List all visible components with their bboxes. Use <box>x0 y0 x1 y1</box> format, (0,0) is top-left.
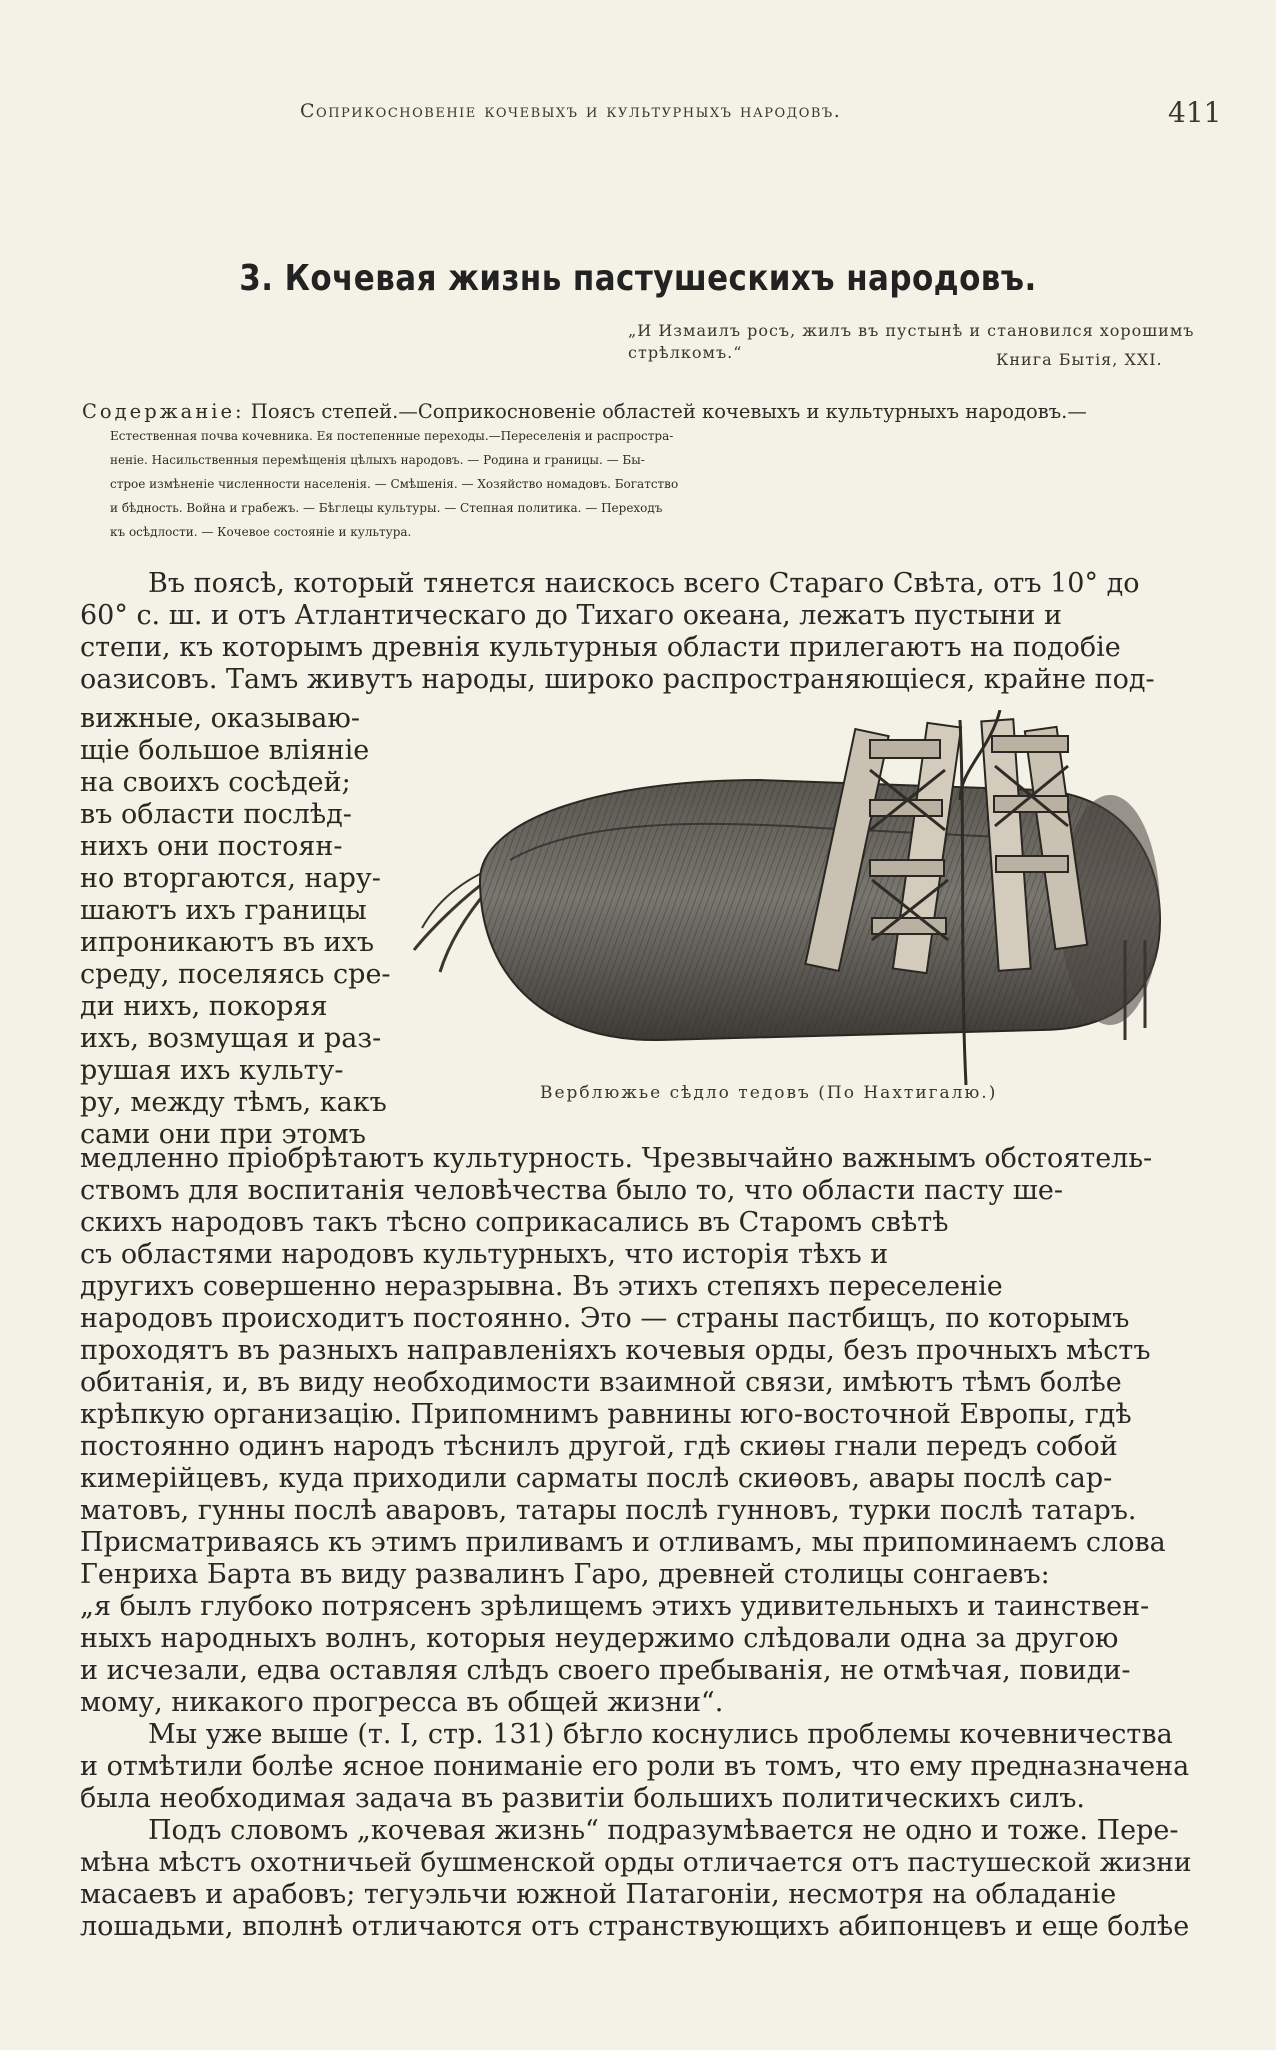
body-line: мому, никакого прогресса въ общей жизни“. <box>80 1687 724 1718</box>
body-line: медленно пріобрѣтаютъ культурность. Чрезвычайно важнымъ обстоятель- <box>80 1143 1153 1174</box>
body-line: ныхъ народныхъ волнъ, которыя неудержимо слѣдовали одна за другою <box>80 1623 1119 1654</box>
body-line: Въ поясѣ, который тянется наискось всего Стараго Свѣта, отъ 10° до <box>148 568 1140 599</box>
summary-line: и бѣдность. Война и грабежъ. — Бѣглецы культуры. — Степная политика. — Переходъ <box>110 501 663 515</box>
summary-label: Содержаніе: <box>82 400 245 423</box>
body-line: „я былъ глубоко потрясенъ зрѣлищемъ этихъ удивительныхъ и таинствен- <box>80 1591 1150 1622</box>
section-title: 3. Кочевая жизнь пастушескихъ народовъ. <box>239 258 1037 299</box>
body-line: съ областями народовъ культурныхъ, что исторія тѣхъ и <box>80 1239 889 1270</box>
summary-line: неніе. Насильственныя перемѣщенія цѣлыхъ народовъ. — Родина и границы. — Бы- <box>110 453 645 467</box>
body-line: ипроникаютъ въ ихъ <box>80 927 375 958</box>
body-line: крѣпкую организацію. Припомнимъ равнины юго-восточной Европы, гдѣ <box>80 1399 1132 1430</box>
summary-line: къ осѣдлости. — Кочевое состояніе и культура. <box>110 525 412 539</box>
body-line: обитанія, и, въ виду необходимости взаимной связи, имѣютъ тѣмъ болѣе <box>80 1367 1122 1398</box>
body-line: Подъ словомъ „кочевая жизнь“ подразумѣвается не одно и тоже. Пере- <box>148 1815 1179 1846</box>
body-line: масаевъ и арабовъ; тегуэльчи южной Патагоніи, несмотря на обладаніе <box>80 1879 1117 1910</box>
summary-line: Естественная почва кочевника. Ея постепенные переходы.—Переселенія и распростра- <box>110 429 674 443</box>
body-line: кимерійцевъ, куда приходили сарматы послѣ скиѳовъ, авары послѣ сар- <box>80 1463 1113 1494</box>
body-line: щіе большое вліяніе <box>80 735 370 766</box>
body-line: рушая ихъ культу- <box>80 1055 344 1086</box>
body-line: лошадьми, вполнѣ отличаются отъ странствующихъ абипонцевъ и еще болѣе <box>80 1911 1190 1942</box>
body-line: нихъ они постоян- <box>80 831 343 862</box>
body-line: проходятъ въ разныхъ направленіяхъ кочевыя орды, безъ прочныхъ мѣстъ <box>80 1335 1151 1366</box>
body-line: Присматриваясь къ этимъ приливамъ и отливамъ, мы припоминаемъ слова <box>80 1527 1166 1558</box>
camel-saddle-illustration <box>400 710 1180 1100</box>
body-line: постоянно одинъ народъ тѣснилъ другой, гдѣ скиѳы гнали передъ собой <box>80 1431 1118 1462</box>
body-line: на своихъ сосѣдей; <box>80 767 351 798</box>
epigraph-source: Книга Бытія, XXI. <box>996 350 1163 369</box>
summary-line: строе измѣненіе численности населенія. — Смѣшенія. — Хозяйство номадовъ. Богатство <box>110 477 679 491</box>
figure-caption: Верблюжье сѣдло тедовъ (По Нахтигалю.) <box>540 1083 998 1103</box>
body-line: мѣна мѣстъ охотничьей бушменской орды отличается отъ пастушеской жизни <box>80 1847 1192 1878</box>
summary-line: Содержаніе: Поясъ степей.—Соприкосновеніе областей кочевыхъ и культурныхъ народовъ.— <box>82 400 1087 423</box>
body-line: матовъ, гунны послѣ аваровъ, татары послѣ гунновъ, турки послѣ татаръ. <box>80 1495 1137 1526</box>
running-head: Соприкосновеніе кочевыхъ и культурныхъ народовъ. <box>300 100 842 122</box>
body-line: и исчезали, едва оставляя слѣдъ своего пребыванія, не отмѣчая, повиди- <box>80 1655 1131 1686</box>
body-line: степи, къ которымъ древнія культурныя области прилегаютъ на подобіе <box>80 632 1121 663</box>
body-line: но вторгаются, нару- <box>80 863 381 894</box>
body-line: и отмѣтили болѣе ясное пониманіе его роли въ томъ, что ему предназначена <box>80 1751 1190 1782</box>
body-line: скихъ народовъ такъ тѣсно соприкасались въ Старомъ свѣтѣ <box>80 1207 949 1238</box>
body-line: была необходимая задача въ развитіи большихъ политическихъ силъ. <box>80 1783 1085 1814</box>
body-line: ствомъ для воспитанія человѣчества было то, что области пасту ше- <box>80 1175 1063 1206</box>
body-line: ди нихъ, покоряя <box>80 991 328 1022</box>
body-line: 60° с. ш. и отъ Атлантическаго до Тихаго океана, лежатъ пустыни и <box>80 600 1062 631</box>
body-line: ихъ, возмущая и раз- <box>80 1023 382 1054</box>
body-line: оазисовъ. Тамъ живутъ народы, широко распространяющіеся, крайне под- <box>80 664 1155 695</box>
body-line: въ области послѣд- <box>80 799 352 830</box>
body-line: другихъ совершенно неразрывна. Въ этихъ степяхъ переселеніе <box>80 1271 1003 1302</box>
body-line: среду, поселяясь сре- <box>80 959 391 990</box>
body-line: народовъ происходитъ постоянно. Это — страны пастбищъ, по которымъ <box>80 1303 1130 1334</box>
body-line: Мы уже выше (т. I, стр. 131) бѣгло коснулись проблемы кочевничества <box>148 1719 1173 1750</box>
epigraph-quote: „И Измаилъ росъ, жилъ въ пустынѣ и становился хорошимъ стрѣлкомъ.“ <box>628 321 1195 362</box>
body-line: Генриха Барта въ виду развалинъ Гаро, древней столицы сонгаевъ: <box>80 1559 1050 1590</box>
body-line: сами они при этомъ <box>80 1119 366 1150</box>
chapter-summary <box>82 400 1214 544</box>
page-number: 411 <box>1168 96 1222 129</box>
body-line: ру, между тѣмъ, какъ <box>80 1087 387 1118</box>
body-line: шаютъ ихъ границы <box>80 895 367 926</box>
body-line: вижные, оказываю- <box>80 703 361 734</box>
